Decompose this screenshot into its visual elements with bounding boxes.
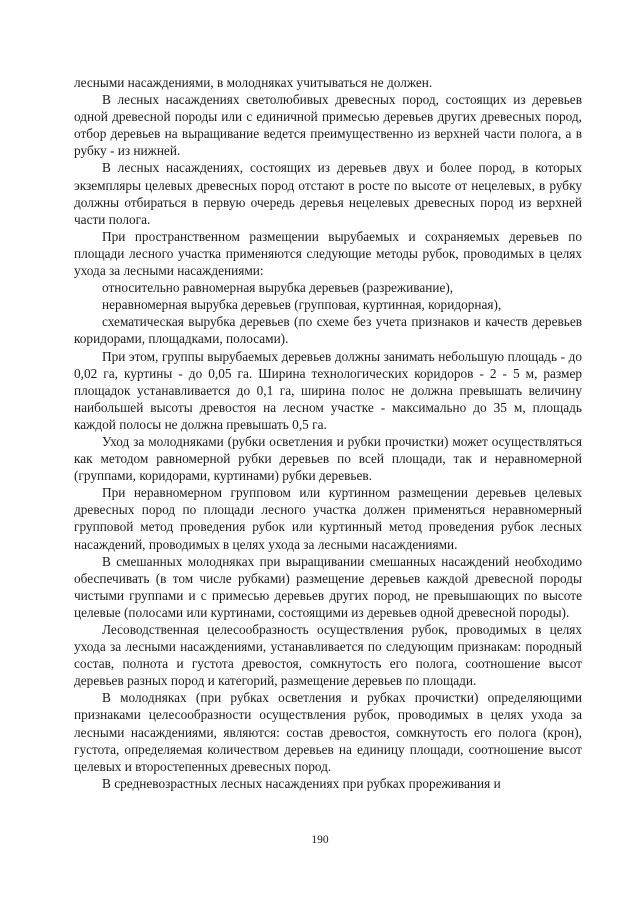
paragraph: Уход за молодняками (рубки осветления и рубки прочистки) может осуществляться как методом равномерной рубки деревьев по всей площади, так и неравномерной (группами, коридорами, куртинами) рубки деревьев. xyxy=(74,433,582,484)
page-number: 190 xyxy=(311,834,329,846)
list-item: схематическая вырубка деревьев (по схеме без учета признаков и качеств деревьев коридорами, площадками, полосами). xyxy=(74,314,582,347)
paragraph: При неравномерном групповом или куртинном размещении деревьев целевых древесных пород по площади лесного участка должен применяться неравномерный групповой метод проведения рубок или куртинный метод проведения рубок лесных насаждений, проводимых в целях ухода за лесными насаждениями. xyxy=(74,485,582,552)
paragraph-continuation: лесными насаждениями, в молодняках учитываться не должен. xyxy=(74,75,433,90)
list-item: относительно равномерная вырубка деревьев (разреживание), xyxy=(102,280,454,296)
paragraph: В молодняках (при рубках осветления и рубках прочистки) определяющими признаками целесообразности осуществления рубок, проводимых в целях ухода за лесными насаждениями, являются: состав древостоя, сомкнутость его полога (крон), густота, определяемая количеством деревьев на единицу площади, соотношение высот целевых и второстепенных древесных пород. xyxy=(74,690,582,774)
paragraph-truncated: В средневозрастных лесных насаждениях при рубках прореживания и xyxy=(102,775,501,791)
paragraph: В лесных насаждениях, состоящих из деревьев двух и более пород, в которых экземпляры целевых древесных пород отстают в росте по высоте от нецелевых, в рубку должны отбираться в первую очередь деревья нецелевых древесных пород из верхней части полога. xyxy=(74,160,582,227)
paragraph: При пространственном размещении вырубаемых и сохраняемых деревьев по площади лесного участка применяются следующие методы рубок, проводимых в целях ухода за лесными насаждениями: xyxy=(74,228,582,279)
paragraph: В лесных насаждениях светолюбивых древесных пород, состоящих из деревьев одной древесной породы или с единичной примесью деревьев других древесных пород, отбор деревьев на выращивание ведется преимущественно из верхней части полога, а в рубку - из нижней. xyxy=(74,92,582,159)
paragraph: В смешанных молодняках при выращивании смешанных насаждений необходимо обеспечивать (в том числе рубками) размещение деревьев каждой древесной породы чистыми группами и с примесью деревьев других пород, не превышающих по высоте целевые (полосами или куртинами, состоящими из деревьев одной древесной породы). xyxy=(74,553,582,620)
list-item: неравномерная вырубка деревьев (групповая, куртинная, коридорная), xyxy=(102,297,502,313)
paragraph: При этом, группы вырубаемых деревьев должны занимать небольшую площадь - до 0,02 га, куртины - до 0,05 га. Ширина технологических коридоров - 2 - 5 м, размер площадок устанавливается до 0,1 га, ширина полос не должна превышать величину наибольшей высоты древостоя на лесном участке - максимально до 35 м, площадь каждой полосы не должна превышать 0,5 га. xyxy=(74,348,582,432)
paragraph: Лесоводственная целесообразность осуществления рубок, проводимых в целях ухода за лесными насаждениями, устанавливается по следующим признакам: породный состав, полнота и густота древостоя, сомкнутость его полога, соотношение высот деревьев разных пород и категорий, размещение деревьев по площади. xyxy=(74,622,582,689)
document-page xyxy=(74,74,582,792)
